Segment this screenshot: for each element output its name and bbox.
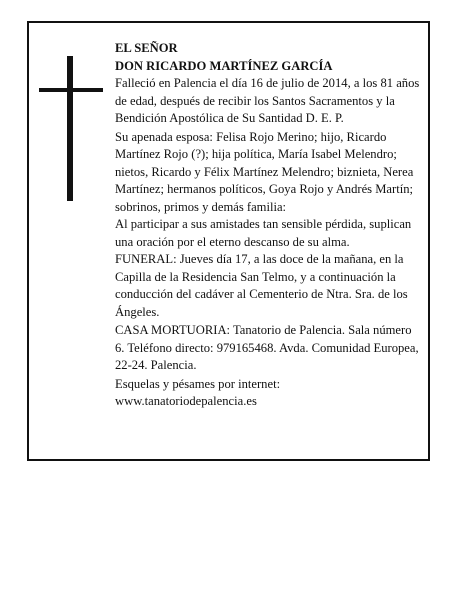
funeral-home-details: CASA MORTUORIA: Tanatorio de Palencia. Sala número 6. Teléfono directo: 979165468. Avda. Comunidad Europea, 22-24. Palencia. bbox=[115, 323, 419, 372]
latin-cross-icon bbox=[39, 56, 103, 201]
prayer-request: Al participar a sus amistades tan sensible pérdida, suplican una oración por el eterno descanso de su alma. bbox=[115, 217, 412, 249]
cross-vertical-bar bbox=[67, 56, 73, 201]
obituary-notice bbox=[27, 21, 430, 461]
death-announcement: Falleció en Palencia el día 16 de julio de 2014, a los 81 años de edad, después de recibir los Santos Sacramentos y la Bendición Apostólica de Su Santidad D. E. P. bbox=[115, 76, 420, 125]
deceased-name: DON RICARDO MARTÍNEZ GARCÍA bbox=[115, 58, 333, 73]
cross-horizontal-bar bbox=[39, 88, 103, 92]
family-list: Su apenada esposa: Felisa Rojo Merino; hijo, Ricardo Martínez Rojo (?); hija política, María Isabel Melendro; nietos, Ricardo y Félix Martínez Melendro; biznieta, Nerea Martínez; hermanos políticos, Goya Rojo y Andrés Martín; sobrinos, primos y demás familia: bbox=[115, 129, 414, 214]
obituary-text bbox=[115, 40, 420, 411]
title-line-1: EL SEÑOR bbox=[115, 41, 178, 55]
funeral-details: FUNERAL: Jueves día 17, a las doce de la mañana, en la Capilla de la Residencia San Telmo, y a continuación la conducción del cadáver al Cementerio de Ntra. Sra. de los Ángeles. bbox=[115, 252, 408, 319]
online-condolences: Esquelas y pésames por internet: www.tanatoriodepalencia.es bbox=[115, 376, 281, 408]
